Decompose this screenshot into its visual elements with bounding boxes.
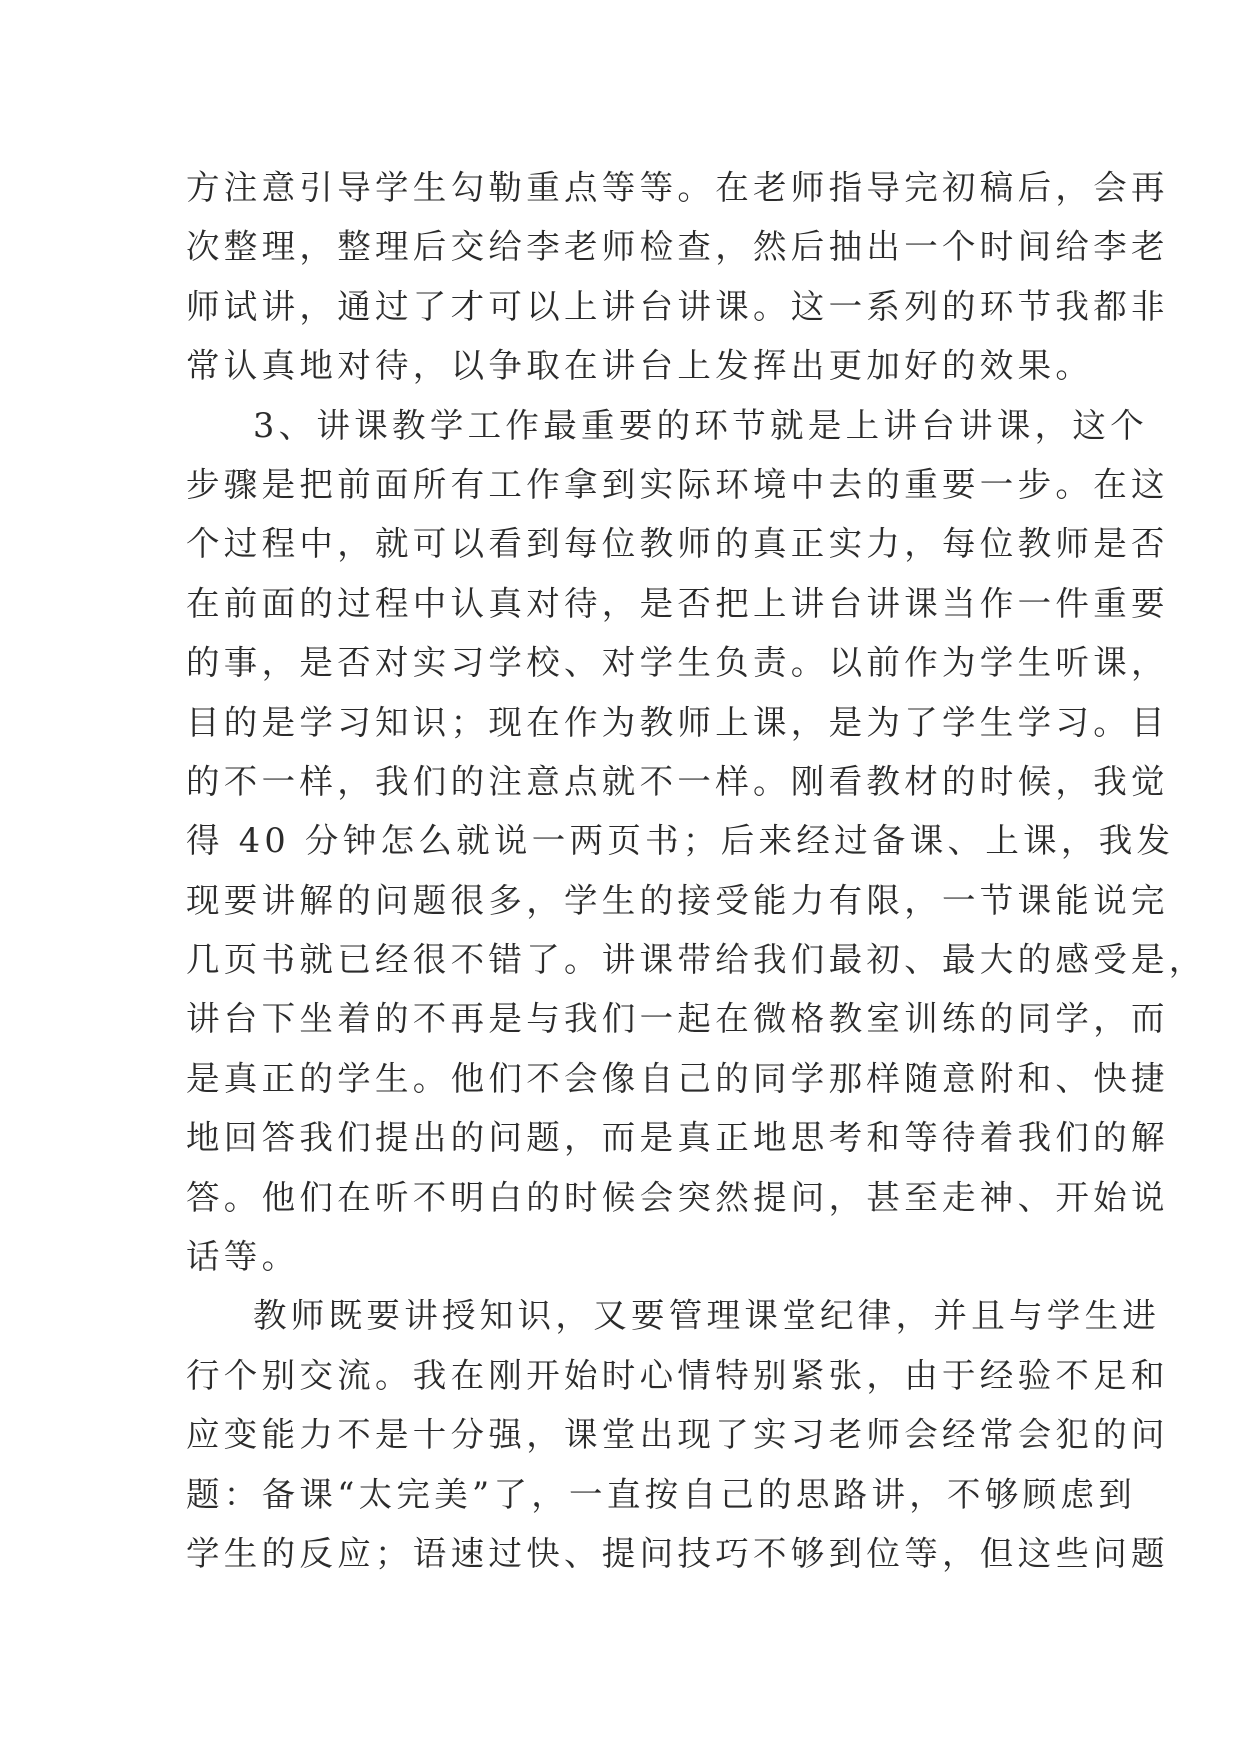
paragraph-first-line: 教师既要讲授知识，又要管理课堂纪律，并且与学生进 — [253, 1296, 1161, 1336]
text-line: 答。他们在听不明白的时候会突然提问，甚至走神、开始说 — [186, 1177, 1169, 1217]
text-line: 讲台下坐着的不再是与我们一起在微格教室训练的同学，而 — [186, 999, 1169, 1039]
text-line: 常认真地对待，以争取在讲台上发挥出更加好的效果。 — [186, 346, 1094, 386]
text-line: 的不一样，我们的注意点就不一样。刚看教材的时候，我觉 — [186, 761, 1169, 801]
text-line: 步骤是把前面所有工作拿到实际环境中去的重要一步。在这 — [186, 464, 1169, 504]
text-line: 学生的反应；语速过快、提问技巧不够到位等，但这些问题 — [186, 1533, 1169, 1573]
text-line: 题：备课“太完美”了，一直按自己的思路讲，不够顾虑到 — [186, 1474, 1137, 1514]
text-line: 个过程中，就可以看到每位教师的真正实力，每位教师是否 — [186, 524, 1169, 564]
text-line: 地回答我们提出的问题，而是真正地思考和等待着我们的解 — [186, 1118, 1169, 1158]
paragraph-first-line: 3、讲课教学工作最重要的环节就是上讲台讲课，这个 — [253, 405, 1149, 445]
text-line: 行个别交流。我在刚开始时心情特别紧张，由于经验不足和 — [186, 1355, 1169, 1395]
text-line: 的事，是否对实习学校、对学生负责。以前作为学生听课， — [186, 643, 1169, 683]
text-line: 次整理，整理后交给李老师检查，然后抽出一个时间给李老 — [186, 227, 1169, 267]
text-line: 现要讲解的问题很多，学生的接受能力有限，一节课能说完 — [186, 880, 1169, 920]
text-line: 几页书就已经很不错了。讲课带给我们最初、最大的感受是， — [186, 940, 1207, 980]
text-line: 在前面的过程中认真对待，是否把上讲台讲课当作一件重要 — [186, 583, 1169, 623]
text-line: 方注意引导学生勾勒重点等等。在老师指导完初稿后，会再 — [186, 168, 1169, 207]
text-line: 目的是学习知识；现在作为教师上课，是为了学生学习。目 — [186, 702, 1169, 742]
text-line: 应变能力不是十分强，课堂出现了实习老师会经常会犯的问 — [186, 1415, 1169, 1455]
text-line: 话等。 — [186, 1237, 300, 1277]
text-line: 师试讲，通过了才可以上讲台讲课。这一系列的环节我都非 — [186, 286, 1169, 326]
text-line: 是真正的学生。他们不会像自己的同学那样随意附和、快捷 — [186, 1058, 1169, 1098]
body-text — [186, 158, 1207, 1583]
text-line: 得 40 分钟怎么就说一两页书；后来经过备课、上课，我发 — [186, 821, 1175, 861]
